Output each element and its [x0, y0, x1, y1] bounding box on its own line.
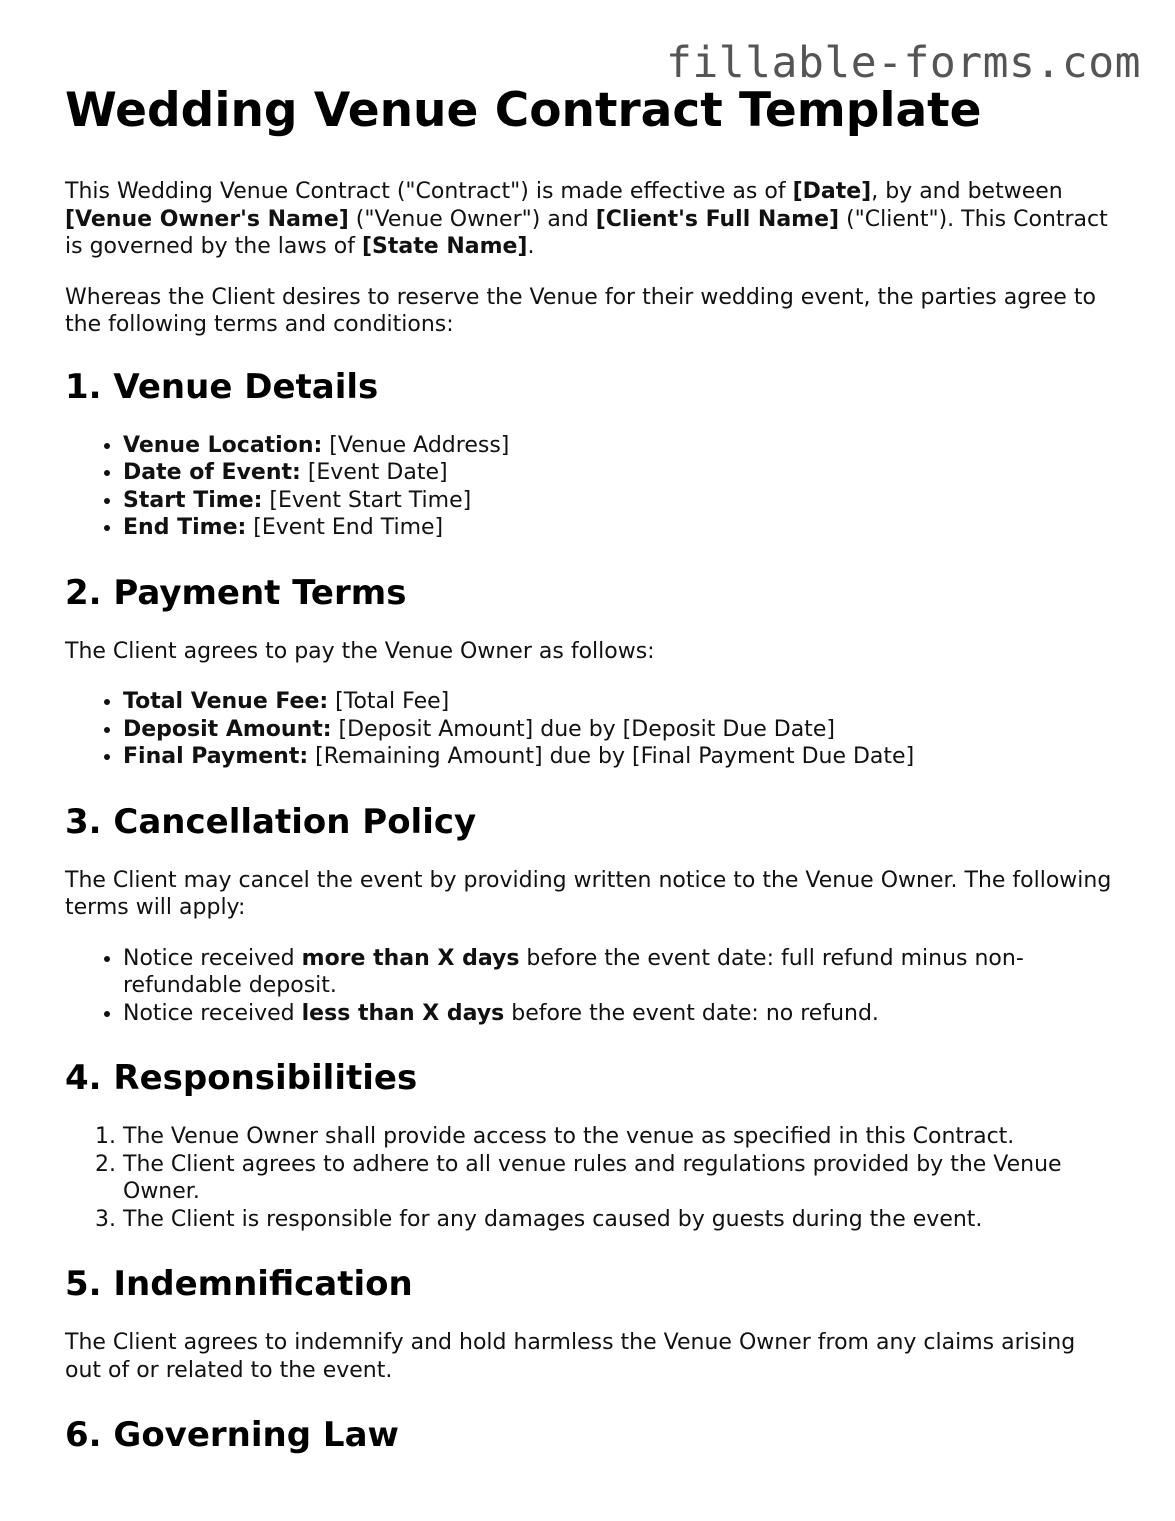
- item-label: Deposit Amount:: [123, 716, 332, 742]
- venue-owner-placeholder: [Venue Owner's Name]: [65, 206, 349, 232]
- item-text: before the event date: no refund.: [504, 1000, 879, 1026]
- item-value: [Event Start Time]: [262, 487, 472, 513]
- state-placeholder: [State Name]: [361, 234, 528, 259]
- document-page: [65, 80, 1115, 1480]
- list-item: [123, 1000, 1115, 1028]
- item-label: Date of Event:: [123, 460, 301, 485]
- indemnification-text: The Client agrees to indemnify and hold harmless the Venue Owner from any claims arising out of or related to the event.: [65, 1330, 1076, 1383]
- section-heading-venue-details: 1. Venue Details: [65, 366, 379, 407]
- list-item: [123, 743, 1115, 771]
- venue-details-list: [65, 432, 1115, 542]
- intro-text-3: ("Venue Owner") and: [348, 206, 596, 232]
- section-heading-indemnification: 5. Indemnification: [65, 1264, 413, 1304]
- list-item: [123, 945, 1115, 1000]
- item-label: Venue Location:: [123, 432, 323, 458]
- list-item: 2. The Client agrees to adhere to all venue rules and regulations provided by the Venue Owner.: [123, 1151, 1115, 1206]
- intro-paragraph: [65, 178, 1115, 261]
- item-text: Notice received: [123, 1000, 302, 1026]
- item-label: Start Time:: [123, 487, 263, 513]
- intro-text-4: ("Client"). This Contract is governed by the laws of: [65, 206, 1108, 259]
- item-label: Total Venue Fee:: [123, 689, 329, 714]
- list-item: [123, 459, 1115, 487]
- watermark: fillable-forms.com: [666, 38, 1141, 88]
- item-emphasis: more than X days: [301, 945, 520, 971]
- client-name-placeholder: [Client's Full Name]: [595, 206, 840, 232]
- section-heading-cancellation-policy: 3. Cancellation Policy: [65, 801, 477, 842]
- intro-text-5: .: [527, 234, 535, 259]
- item-value: [Deposit Amount] due by [Deposit Due Date]: [331, 716, 835, 742]
- item-text: Notice received: [123, 945, 302, 971]
- section-heading-payment-terms: 2. Payment Terms: [65, 572, 407, 613]
- section-heading-responsibilities: 4. Responsibilities: [65, 1058, 418, 1098]
- item-value: [Event Date]: [300, 460, 448, 485]
- list-item: [123, 716, 1115, 744]
- item-value: [Venue Address]: [322, 432, 510, 458]
- item-emphasis: less than X days: [301, 1000, 505, 1026]
- item-label: Final Payment:: [123, 744, 309, 769]
- cancellation-list: [65, 945, 1115, 1028]
- item-text: before the event date: full refund minus non-refundable deposit.: [123, 945, 1024, 998]
- item-value: [Event End Time]: [246, 515, 444, 540]
- item-value: [Total Fee]: [328, 689, 450, 714]
- date-placeholder: [Date]: [792, 179, 872, 204]
- item-label: End Time:: [123, 515, 247, 540]
- list-item: [123, 487, 1115, 515]
- whereas-paragraph: Whereas the Client desires to reserve the Venue for their wedding event, the parties agree to the following terms and conditions:: [65, 284, 1096, 337]
- intro-text-2: , by and between: [871, 179, 1063, 204]
- section-heading-governing-law: 6. Governing Law: [65, 1415, 399, 1455]
- list-item: [123, 432, 1115, 460]
- item-value: [Remaining Amount] due by [Final Payment Due Date]: [308, 744, 915, 769]
- cancellation-intro: The Client may cancel the event by providing written notice to the Venue Owner. The following terms will apply:: [65, 867, 1112, 920]
- list-item: [123, 688, 1115, 716]
- intro-text-1: This Wedding Venue Contract ("Contract") is made effective as of: [65, 179, 793, 204]
- payment-intro: The Client agrees to pay the Venue Owner as follows:: [65, 638, 655, 664]
- list-item: 1. The Venue Owner shall provide access to the venue as specified in this Contract.: [123, 1123, 1115, 1151]
- payment-terms-list: [65, 688, 1115, 771]
- document-title: Wedding Venue Contract Template: [65, 83, 982, 138]
- list-item: [123, 514, 1115, 542]
- responsibilities-list: [65, 1123, 1115, 1233]
- list-item: 3. The Client is responsible for any damages caused by guests during the event.: [123, 1206, 1115, 1234]
